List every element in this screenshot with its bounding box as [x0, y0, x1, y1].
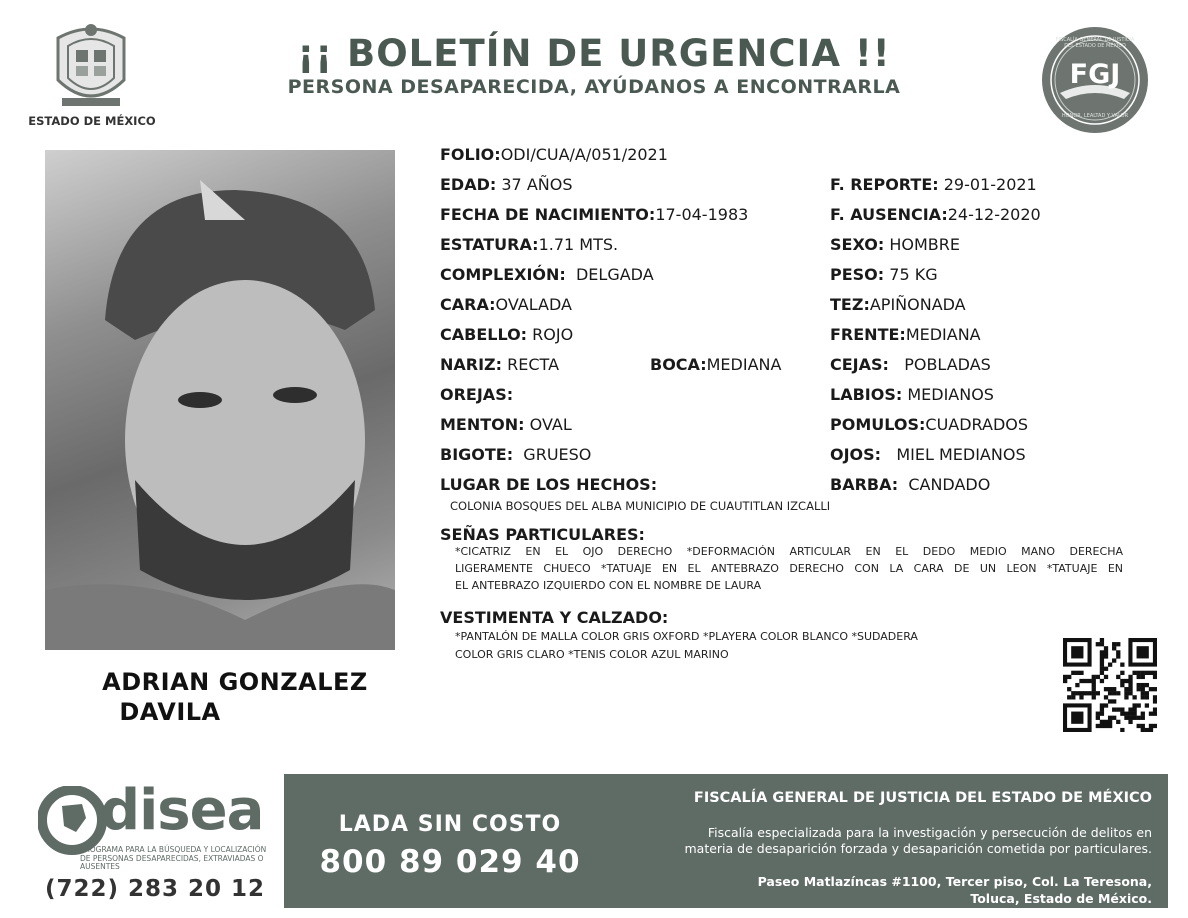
field-bigote: BIGOTE: GRUESO	[440, 445, 592, 464]
odisea-description	[80, 846, 290, 872]
senas-line1: *CICATRIZ EN EL OJO DERECHO *DEFORMACIÓN ARTICULAR EN EL DEDO MEDIO MANO DERECHA	[455, 545, 1123, 558]
field-edad: EDAD: 37 AÑOS	[440, 175, 573, 194]
field-nariz: NARIZ: RECTA	[440, 355, 560, 374]
field-lugar-label: LUGAR DE LOS HECHOS:	[440, 475, 658, 494]
qr-code-icon	[1063, 638, 1157, 732]
odisea-brand: disea	[100, 778, 264, 843]
odisea-phone: (722) 283 20 12	[44, 876, 266, 902]
fgj-logo-motto: HONOR, LEALTAD Y VALOR	[1061, 113, 1129, 119]
field-orejas: OREJAS:	[440, 385, 514, 404]
field-frente: FRENTE:MEDIANA	[830, 325, 981, 344]
field-f-reporte: F. REPORTE: 29-01-2021	[830, 175, 1037, 194]
odisea-desc-line1: PROGRAMA PARA LA BÚSQUEDA Y LOCALIZACIÓN	[80, 845, 267, 854]
field-ojos: OJOS: MIEL MEDIANOS	[830, 445, 1026, 464]
field-estatura: ESTATURA:1.71 MTS.	[440, 235, 619, 254]
person-name-line2: DAVILA	[119, 698, 221, 726]
address-line2: Toluca, Estado de México.	[970, 891, 1152, 906]
field-f-ausencia: F. AUSENCIA:24-12-2020	[830, 205, 1041, 224]
field-cabello: CABELLO: ROJO	[440, 325, 574, 344]
fiscalia-description	[600, 825, 1152, 857]
field-lugar-value: COLONIA BOSQUES DEL ALBA MUNICIPIO DE CUAUTITLAN IZCALLI	[450, 499, 831, 513]
field-menton: MENTON: OVAL	[440, 415, 572, 434]
lada-number: 800 89 029 40	[319, 844, 581, 880]
fiscalia-address	[600, 873, 1152, 907]
field-barba: BARBA: CANDADO	[830, 475, 991, 494]
address-line1: Paseo Matlazíncas #1100, Tercer piso, Col. La Teresona,	[757, 874, 1152, 889]
fiscalia-title: FISCALÍA GENERAL DE JUSTICIA DEL ESTADO DE MÉXICO	[693, 790, 1152, 806]
field-boca: BOCA:MEDIANA	[650, 355, 782, 374]
estado-mexico-label: ESTADO DE MÉXICO	[28, 114, 156, 128]
senas-line3: EL ANTEBRAZO IZQUIERDO CON EL NOMBRE DE LAURA	[455, 579, 762, 592]
vestimenta-heading: VESTIMENTA Y CALZADO:	[440, 608, 669, 627]
field-cara: CARA:OVALADA	[440, 295, 572, 314]
field-pomulos: POMULOS:CUADRADOS	[830, 415, 1029, 434]
senas-heading: SEÑAS PARTICULARES:	[440, 525, 645, 544]
qr-code	[1063, 638, 1157, 732]
fgj-logo-text: FGJ	[1069, 59, 1121, 90]
fiscalia-desc-line2: materia de desaparición forzada y desaparición cometida por particulares.	[684, 841, 1152, 856]
field-complexion: COMPLEXIÓN: DELGADA	[440, 265, 654, 284]
senas-line2: LIGERAMENTE CHUECO *TATUAJE EN EL ANTEBRAZO DERECHO CON LA CARA DE UN LEON *TATUAJE EN	[455, 562, 1123, 575]
fgj-logo-ring-text: FISCALÍA GENERAL DE JUSTICIA DEL ESTADO DE MÉXICO	[1055, 37, 1135, 49]
field-tez: TEZ:APIÑONADA	[830, 295, 966, 314]
fiscalia-desc-line1: Fiscalía especializada para la investigación y persecución de delitos en	[707, 825, 1152, 840]
field-peso: PESO: 75 KG	[830, 265, 938, 284]
page-title: ¡¡ BOLETÍN DE URGENCIA !!	[297, 32, 891, 75]
vestimenta-line2: COLOR GRIS CLARO *TENIS COLOR AZUL MARINO	[455, 648, 729, 661]
person-silhouette-icon	[45, 150, 395, 650]
odisea-desc-line2: DE PERSONAS DESAPARECIDAS, EXTRAVIADAS O	[80, 853, 264, 863]
field-fecha-nacimiento: FECHA DE NACIMIENTO:17-04-1983	[440, 205, 749, 224]
odisea-desc-line3: AUSENTES	[80, 862, 120, 871]
vestimenta-line1: *PANTALÓN DE MALLA COLOR GRIS OXFORD *PLAYERA COLOR BLANCO *SUDADERA	[455, 630, 918, 643]
fgj-logo	[1040, 25, 1150, 135]
page-subtitle: PERSONA DESAPARECIDA, AYÚDANOS A ENCONTRARLA	[287, 76, 901, 98]
field-labios: LABIOS: MEDIANOS	[830, 385, 994, 404]
field-cejas: CEJAS: POBLADAS	[830, 355, 991, 374]
person-name-line1: ADRIAN GONZALEZ	[102, 668, 368, 696]
lada-label: LADA SIN COSTO	[338, 812, 562, 837]
field-folio: FOLIO:ODI/CUA/A/051/2021	[440, 145, 668, 164]
person-photo	[45, 150, 395, 650]
field-sexo: SEXO: HOMBRE	[830, 235, 960, 254]
